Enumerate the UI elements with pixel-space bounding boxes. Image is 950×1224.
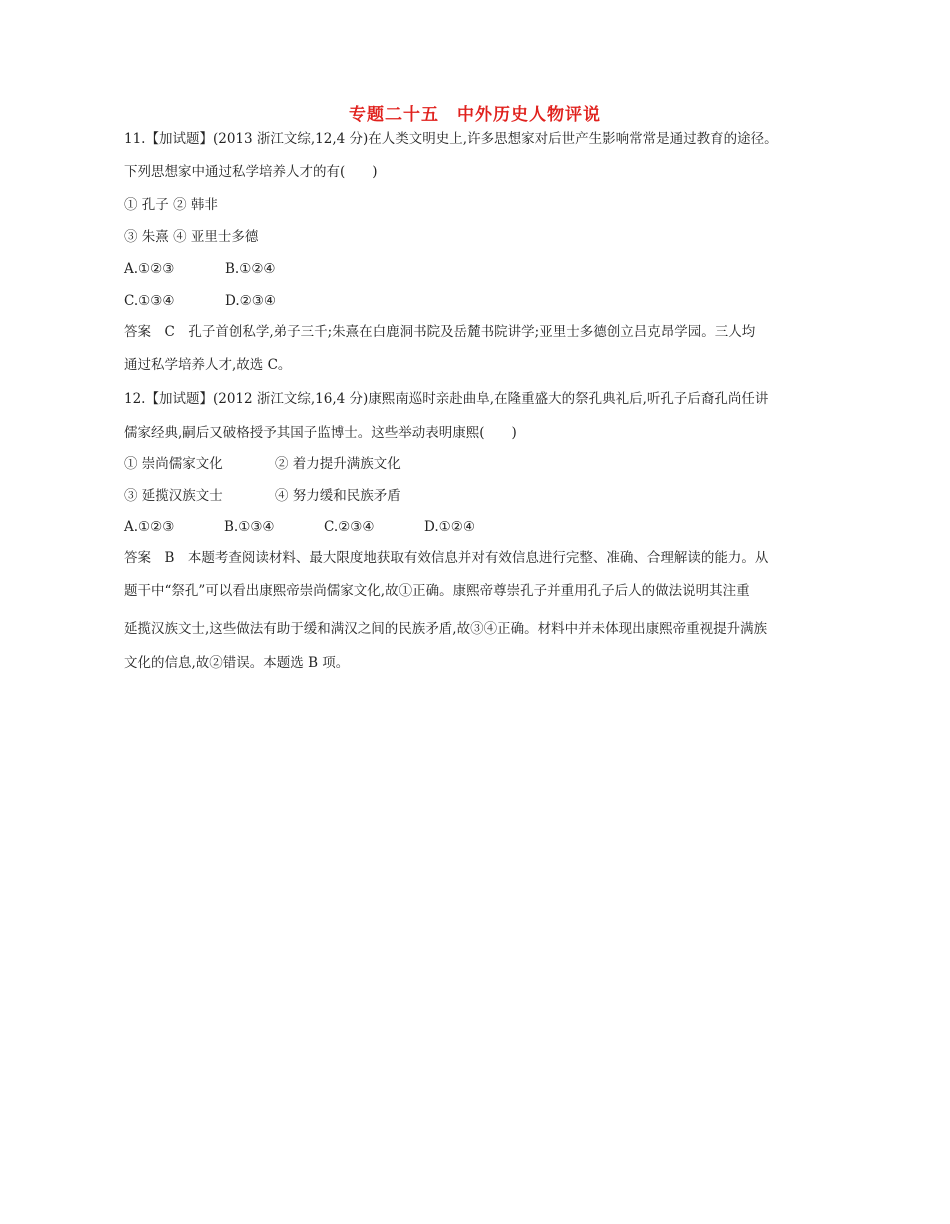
q12-choices-row — [124, 518, 475, 536]
q12-option-1: ① 崇尚儒家文化 — [124, 456, 223, 472]
q11-choice-b: B.①②④ — [225, 261, 276, 277]
q12-answer-line1: 答案 B 本题考查阅读材料、最大限度地获取有效信息并对有效信息进行完整、准确、合理解读的能力。从 — [124, 550, 769, 566]
q12-choice-d: D.①②④ — [424, 519, 475, 535]
q12-options-row1 — [124, 455, 401, 473]
page-title: 专题二十五 中外历史人物评说 — [349, 105, 601, 125]
q11-stem-line2: 下列思想家中通过私学培养人才的有( ) — [124, 164, 378, 180]
q12-answer-line2: 题干中“祭孔”可以看出康熙帝崇尚儒家文化,故①正确。康熙帝尊崇孔子并重用孔子后人的做法说明其注重 — [124, 583, 750, 599]
q12-option-3: ③ 延揽汉族文士 — [124, 488, 223, 504]
q12-option-4: ④ 努力缓和民族矛盾 — [275, 488, 401, 504]
q11-stem-line1: 11.【加试题】(2013 浙江文综,12,4 分)在人类文明史上,许多思想家对后世产生影响常常是通过教育的途径。 — [124, 131, 778, 147]
q11-choices-row2 — [124, 292, 276, 310]
q11-choice-d: D.②③④ — [225, 293, 276, 309]
q11-options-row1: ① 孔子 ② 韩非 — [124, 197, 218, 213]
q12-answer-line4: 文化的信息,故②错误。本题选 B 项。 — [124, 655, 350, 671]
q11-choice-a: A.①②③ — [124, 261, 175, 277]
q11-choice-c: C.①③④ — [124, 293, 175, 309]
q11-answer-line2: 通过私学培养人才,故选 C。 — [124, 357, 292, 373]
q11-choices-row1 — [124, 260, 276, 278]
q12-stem-line1: 12.【加试题】(2012 浙江文综,16,4 分)康熙南巡时亲赴曲阜,在隆重盛大的祭孔典礼后,听孔子后裔孔尚任讲 — [124, 391, 769, 407]
q11-answer-line1: 答案 C 孔子首创私学,弟子三千;朱熹在白鹿洞书院及岳麓书院讲学;亚里士多德创立吕克昂学园。三人均 — [124, 324, 756, 340]
q12-stem-line2: 儒家经典,嗣后又破格授予其国子监博士。这些举动表明康熙( ) — [124, 425, 517, 441]
q12-choice-a: A.①②③ — [124, 519, 175, 535]
q12-choice-b: B.①③④ — [224, 519, 275, 535]
q12-choice-c: C.②③④ — [324, 519, 375, 535]
q12-options-row2 — [124, 487, 401, 505]
q11-options-row2: ③ 朱熹 ④ 亚里士多德 — [124, 229, 259, 245]
q12-answer-line3: 延揽汉族文士,这些做法有助于缓和满汉之间的民族矛盾,故③④正确。材料中并未体现出康熙帝重视提升满族 — [124, 621, 768, 637]
q12-option-2: ② 着力提升满族文化 — [275, 456, 401, 472]
